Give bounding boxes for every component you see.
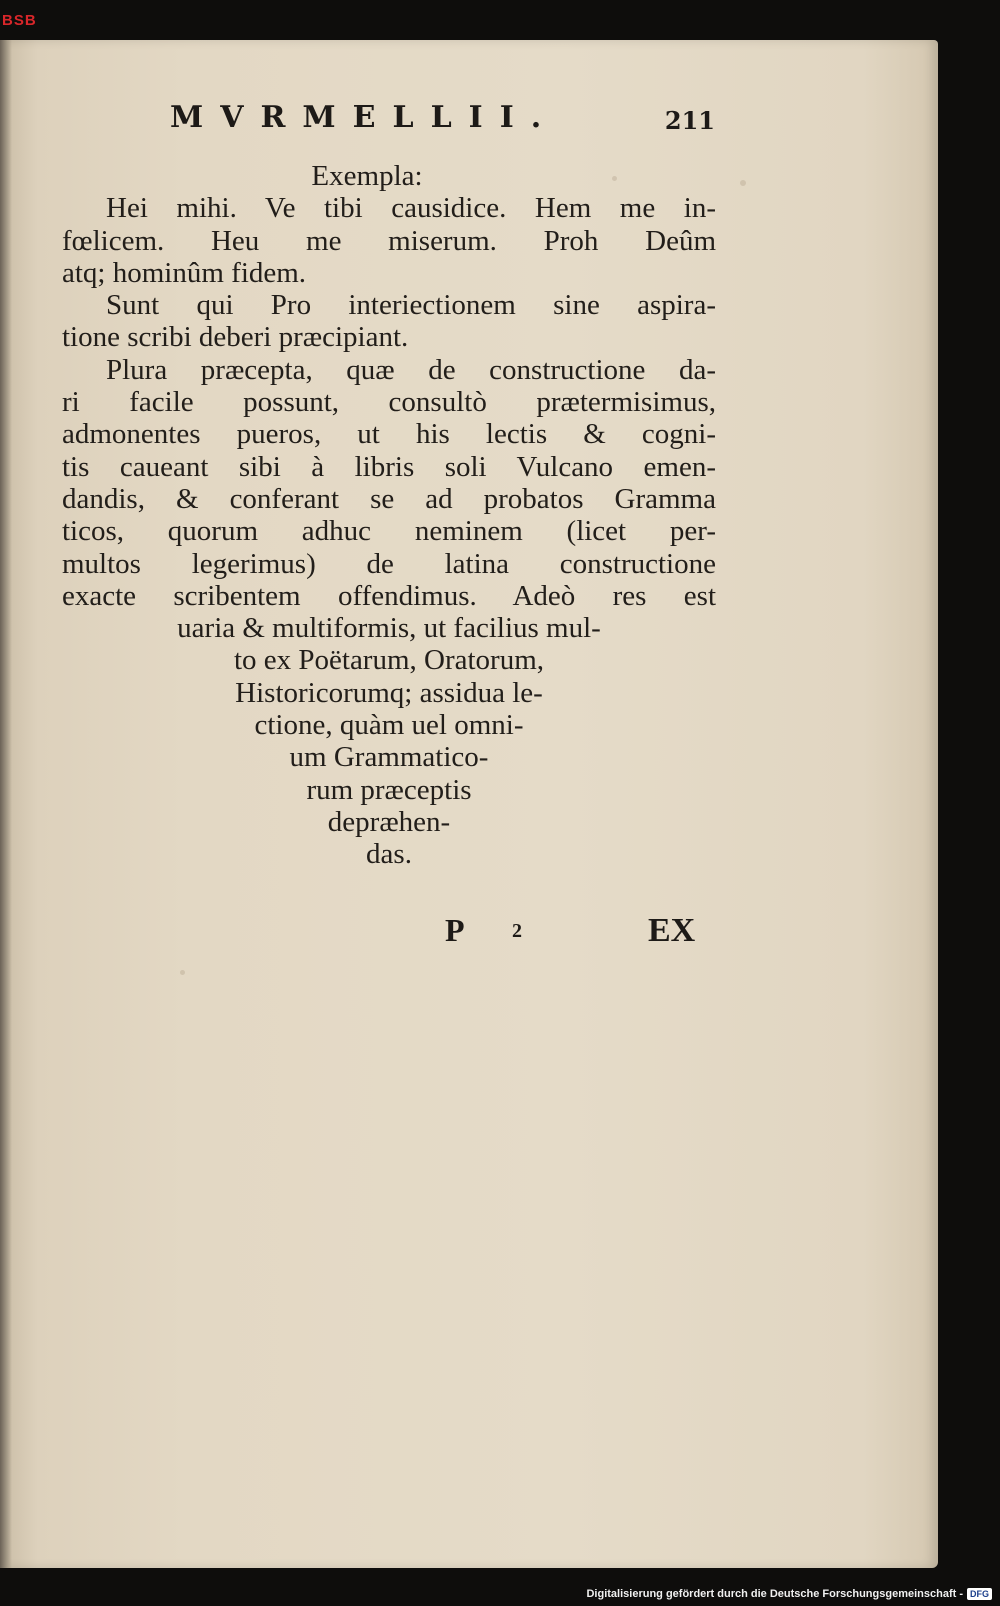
text-line: Hei mihi. Ve tibi causidice. Hem me in- (106, 192, 716, 225)
text-line: tis caueant sibi à libris soli Vulcano emen- (62, 450, 716, 483)
signature-number: 2 (512, 920, 522, 942)
text-line: Plura præcepta, quæ de constructione da- (106, 353, 716, 386)
page-number: 211 (664, 106, 715, 135)
text-line: to ex Poëtarum, Oratorum, (233, 644, 545, 677)
text-line: um Grammatico- (289, 741, 489, 774)
text-line: ri facile possunt, consultò prætermisimus, (62, 386, 716, 419)
text-line: depræhen- (327, 805, 451, 838)
text-line: atq; hominûm fidem. (62, 256, 307, 289)
footer-text: Digitalisierung gefördert durch die Deutsche Forschungsgemeinschaft - (586, 1588, 963, 1600)
running-head (170, 100, 715, 148)
text-line: Sunt qui Pro interiectionem sine aspira- (106, 289, 716, 322)
text-line: dandis, & conferant se ad probatos Gramma (62, 482, 716, 515)
text-line: uaria & multiformis, ut facilius mul- (177, 612, 601, 645)
bsb-logo: BSB (2, 12, 37, 29)
text-line: admonentes pueros, ut his lectis & cogni- (62, 418, 716, 451)
paper-stain (180, 970, 185, 975)
text-line: tione scribi deberi præcipiant. (62, 321, 409, 354)
text-line: fœlicem. Heu me miserum. Proh Deûm (62, 224, 716, 257)
text-line: rum præceptis (306, 773, 472, 806)
running-title: MVRMELLII. (170, 100, 559, 135)
text-line: Exempla: (311, 160, 423, 192)
catchword: EX (648, 912, 696, 949)
text-line: ticos, quorum adhuc neminem (licet per- (62, 515, 716, 548)
body-text (62, 160, 716, 871)
text-line: Historicorumq; assidua le- (235, 676, 543, 709)
text-line: exacte scribentem offendimus. Adeò res est (62, 579, 716, 612)
signature-line (0, 912, 1000, 952)
paper-stain (740, 180, 746, 186)
text-line: das. (366, 838, 412, 871)
text-line: ctione, quàm uel omni- (254, 709, 524, 742)
dfg-logo: DFG (967, 1588, 992, 1600)
page-gutter-shadow (0, 40, 12, 1568)
signature-mark: P (445, 912, 465, 948)
text-line: multos legerimus) de latina constructione (62, 547, 716, 580)
funding-footer (586, 1588, 992, 1600)
